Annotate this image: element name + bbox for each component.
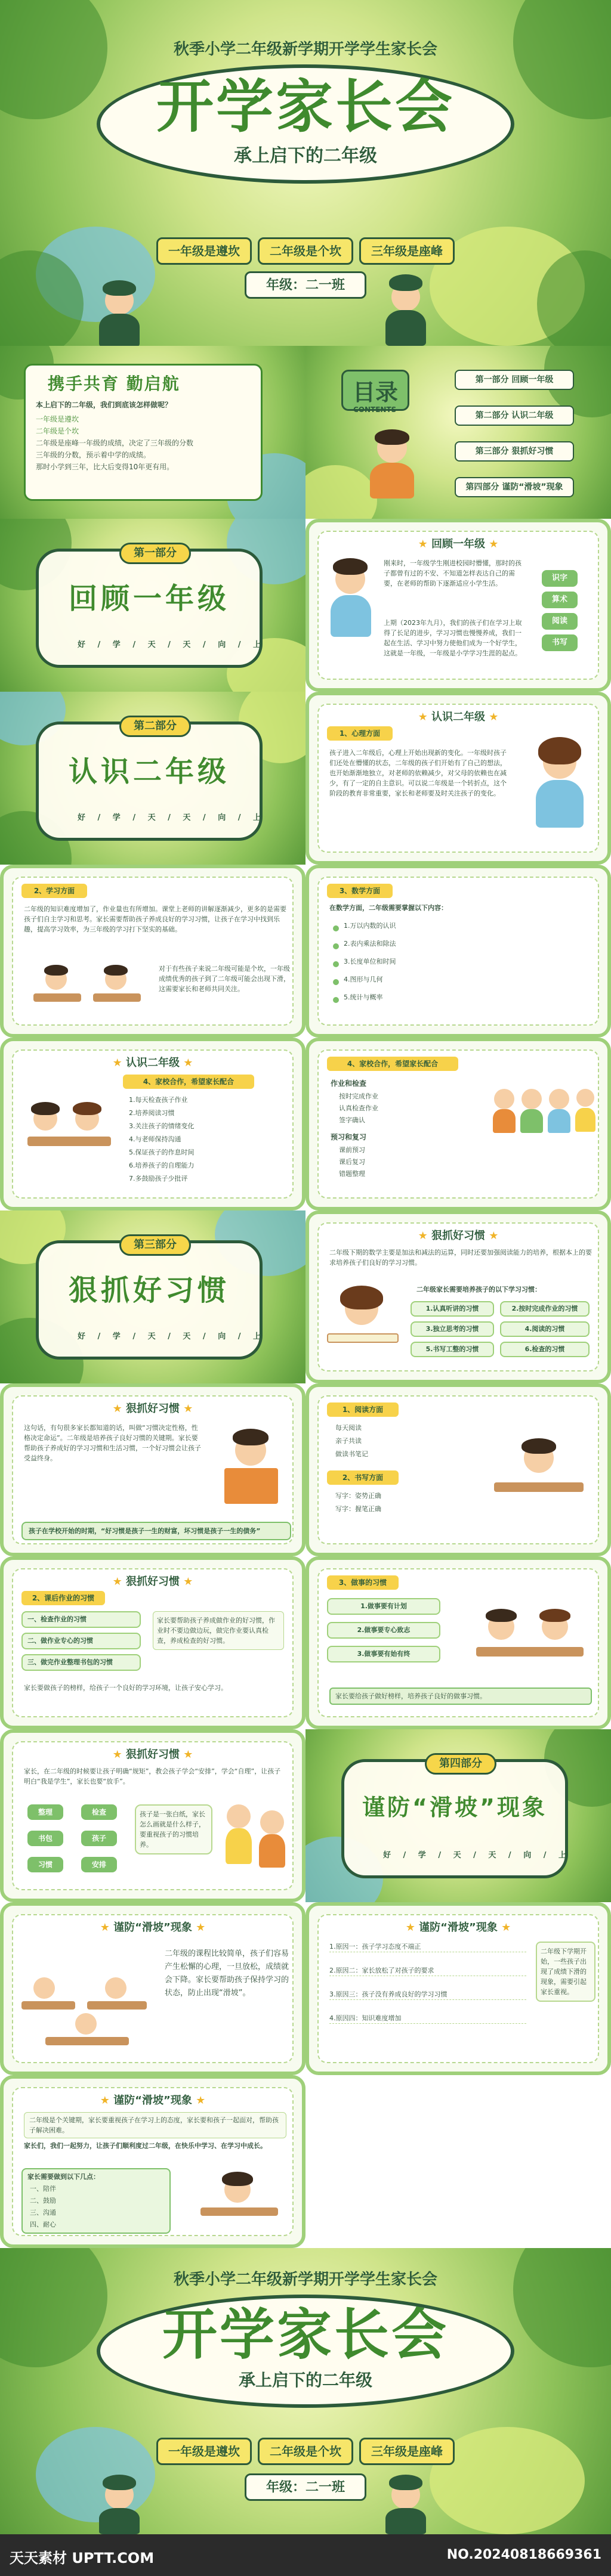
habit4-slide [0, 1556, 306, 1729]
habit1-item-5: 5.书写工整的习惯 [411, 1342, 494, 1357]
habit1-item-2: 2.按时完成作业的习惯 [500, 1301, 590, 1317]
review-p2: 上期（2023年九月），我们的孩子们在学习上取得了长足的进步，学习习惯也慢慢养成，我们一起在生活、学习中努力使他们成为一个好学生，这就是一年级，一年级是小学学习生涯的起点。 [384, 619, 522, 658]
part4-title: 谨防“滑坡”现象 [362, 1794, 547, 1820]
review-side-1: 识字 [542, 570, 578, 587]
know3-item-4: 4.图形与几何 [344, 976, 383, 983]
slide3-header: ★ 谨防“滑坡”现象 ★ [100, 2094, 206, 2107]
habit1-text: 二年级下期的数学主要是加法和减法的运算，同时还要加强阅读能力的培养，根据本上的要求培养孩子们良好的学习习惯。 [329, 1249, 592, 1267]
review-p1: 刚来时，一年级学生刚进校园时懵懂，那时的孩子都曾有过的不安、不知道怎样表达自己的需要，在老师的帮助下逐渐适应小学生活。 [384, 559, 521, 588]
know1-girl [530, 737, 590, 838]
habit1-header: ★ 狠抓好习惯 ★ [418, 1230, 499, 1242]
closing-pill-3: 三年级是座峰 [359, 2438, 455, 2465]
part1-title: 回顾一年级 [68, 582, 230, 615]
know2-section: 2、学习方面 [21, 884, 87, 898]
toc-item-3[interactable]: 第三部分 狠抓好习惯 [455, 441, 574, 462]
habit3-kid-writing [488, 1423, 590, 1524]
closing-school: 秋季小学二年级新学期开学学生家长会 [173, 2271, 437, 2289]
know4-item-1: 1.每天检查孩子作业 [129, 1096, 188, 1104]
know5-group2-item1: 课前预习 [339, 1146, 365, 1154]
toc-title: 目录 [341, 370, 409, 411]
review-side-4: 书写 [542, 634, 578, 651]
slide1-slide [0, 1902, 306, 2075]
know5-section: 4、家校合作，希望家长配合 [327, 1057, 458, 1071]
part4-label: 第四部分 [425, 1753, 496, 1775]
slide3-box-item-1: 一、陪伴 [30, 2185, 56, 2193]
review-side-3: 阅读 [542, 613, 578, 630]
slide3-box-item-4: 四、耐心 [30, 2221, 56, 2228]
toc-item-1[interactable]: 第一部分 回顾一年级 [455, 370, 574, 390]
part1-slide [0, 519, 306, 692]
habit3-item-1: 每天阅读 [335, 1424, 362, 1432]
slide1-text: 二年级的课程比较简单，孩子们容易产生松懈的心理，一旦放松，成绩就会下降。家长要帮助孩子保持学习的状态，防止出现“滑坡”。 [165, 1949, 289, 1998]
know2-text2: 对于有些孩子来说二年级可能是个坎，一年级成绩优秀的孩子到了二年级可能会出现下滑，这需要家长和老师共同关注。 [159, 965, 290, 993]
habit3-item-2: 亲子共读 [335, 1437, 362, 1445]
habit6-flow-1: 整理 [27, 1804, 63, 1820]
pill-2: 二年级是个坎 [258, 237, 353, 265]
know3-text: 在数学方面，二年级需要掌握以下内容： [329, 904, 448, 912]
slide2-header: ★ 谨防“滑坡”现象 ★ [405, 1921, 511, 1934]
closing-class-label: 年级：二一班 [245, 2473, 366, 2501]
student-illustration-left [95, 280, 143, 346]
know3-item-3: 3.长度单位和时间 [344, 958, 396, 965]
habit1-girl-reading [327, 1286, 399, 1363]
part2-slide [0, 692, 306, 865]
watermark-right: NO.20240818669361 [446, 2547, 601, 2562]
habit2-text: 这句话，有句很多家长都知道的话，叫做“习惯决定性格，性格决定命运”。二年级是培养孩子良好习惯的关键期。家长要帮助孩子养成好的学习习惯和生活习惯，一个好习惯会让孩子受益终身。 [24, 1424, 201, 1463]
know5-group2-item3: 错题整理 [339, 1170, 365, 1178]
closing-pill-2: 二年级是个坎 [258, 2438, 353, 2465]
toc-kid-illustration [365, 429, 419, 501]
intro-line-2: 一年级是遵坎 [36, 415, 79, 423]
part1-label: 第一部分 [119, 543, 191, 564]
habit1-sub: 二年级家长需要培养孩子的以下学习习惯： [416, 1286, 541, 1293]
student-illustration-right [382, 274, 430, 346]
know4-slide [0, 1038, 306, 1210]
school-title: 秋季小学二年级新学期开学学生家长会 [173, 41, 437, 58]
watermark-left: 天天素材 UPTT.COM [10, 2550, 155, 2566]
know4-illustration [21, 1083, 117, 1172]
habit4-left-1: 一、检查作业的习惯 [21, 1611, 141, 1628]
closing-title: 开学家长会 [162, 2303, 449, 2367]
know4-header: ★ 认识二年级 ★ [112, 1057, 193, 1069]
habit4-left-3: 三、做完作业整理书包的习惯 [21, 1654, 141, 1671]
know4-item-7: 7.多鼓励孩子少批评 [129, 1175, 188, 1182]
slide3-mid: 家长们，我们一起努力，让孩子们顺利度过二年级，在快乐中学习、在学习中成长。 [24, 2142, 267, 2150]
slide3-box-title: 家长需要做到以下几点： [27, 2173, 100, 2181]
review-header: ★ 回顾一年级 ★ [418, 538, 499, 550]
habit6-flow-5: 习惯 [27, 1857, 63, 1872]
know4-item-2: 2.培养阅读习惯 [129, 1109, 175, 1117]
slide2-item-4: 4.原因四：知识难度增加 [329, 2013, 526, 2024]
habit5-note: 家长要给孩子做好榜样，培养孩子良好的做事习惯。 [329, 1688, 592, 1705]
slide2-item-3: 3.原因三：孩子没有养成良好的学习习惯 [329, 1989, 526, 2000]
habit2-header: ★ 狠抓好习惯 ★ [112, 1402, 193, 1415]
review-kid [327, 558, 375, 648]
habit5-slide [306, 1556, 611, 1729]
know5-group1-item1: 按时完成作业 [339, 1092, 378, 1100]
part3-dots: 好 / 学 / 天 / 天 / 向 / 上 [78, 1332, 266, 1341]
intro-slide [0, 346, 306, 519]
habit6-flow-6: 安排 [81, 1857, 117, 1872]
know2-text: 二年级的知识难度增加了，作业量也有所增加。课堂上老师的讲解逐渐减少，更多的是需要孩子们自主学习和思考。家长需要帮助孩子养成良好的学习习惯，让孩子在学习中找到乐趣，提高学习效率，为三年级的学习打下坚实的基础。 [24, 905, 286, 934]
subtitle: 承上启下的二年级 [234, 145, 377, 166]
habit6-kids [224, 1798, 290, 1876]
review-slide [306, 519, 611, 692]
know3-slide [306, 865, 611, 1038]
toc-item-2[interactable]: 第二部分 认识二年级 [455, 405, 574, 426]
slide3-box-item-2: 二、鼓励 [30, 2197, 56, 2205]
slide2-slide [306, 1902, 611, 2075]
habit6-slide [0, 1729, 306, 1902]
slide3-slide [0, 2075, 306, 2248]
habit1-slide [306, 1210, 611, 1383]
habit4-header: ★ 狠抓好习惯 ★ [112, 1575, 193, 1588]
habit4-section: 2、课后作业的习惯 [21, 1591, 105, 1605]
toc-slide [306, 346, 611, 519]
habit4-right: 家长要帮助孩子养成做作业的好习惯，作业时不要边做边玩，做完作业要认真检查，养成检查的好习惯。 [153, 1611, 284, 1650]
habit1-item-1: 1.认真听讲的习惯 [411, 1301, 494, 1317]
habit1-item-4: 4.阅读的习惯 [500, 1321, 590, 1337]
know4-item-5: 5.保证孩子的作息时间 [129, 1148, 195, 1156]
closing-slide [0, 2248, 611, 2534]
slide1-classroom [21, 1948, 153, 2055]
habit1-item-6: 6.检查的习惯 [500, 1342, 590, 1357]
habit5-item-1: 1.做事要有计划 [327, 1598, 440, 1615]
part2-dots: 好 / 学 / 天 / 天 / 向 / 上 [78, 813, 266, 822]
habit2-quote: 孩子在学校开始的时期，“好习惯是孩子一生的财富，坏习惯是孩子一生的债务” [21, 1522, 291, 1540]
habit5-section: 3、做事的习惯 [327, 1575, 399, 1590]
know5-group1-item2: 认真检查作业 [339, 1104, 378, 1112]
intro-title: 携手共育 勤启航 [48, 374, 180, 394]
part2-title: 认识二年级 [68, 755, 230, 788]
know3-item-1: 1.万以内数的认识 [344, 922, 396, 930]
habit6-flow-3: 书包 [27, 1831, 63, 1846]
know4-section: 4、家校合作，希望家长配合 [123, 1075, 254, 1089]
know5-group1-item3: 签字确认 [339, 1116, 365, 1124]
slide3-top: 二年级是个关键期，家长要重视孩子在学习上的态度，家长要和孩子一起面对，帮助孩子解决困难。 [24, 2112, 286, 2138]
part4-dots: 好 / 学 / 天 / 天 / 向 / 上 [383, 1851, 571, 1860]
slide3-box-item-3: 三、沟通 [30, 2209, 56, 2216]
watermark-footer [0, 2534, 611, 2576]
slide1-header: ★ 谨防“滑坡”现象 ★ [100, 1921, 206, 1934]
habit5-kids [470, 1590, 590, 1679]
pill-3: 三年级是座峰 [359, 237, 455, 265]
habit3-slide [306, 1383, 611, 1556]
habit5-item-3: 3.做事要有始有终 [327, 1646, 440, 1662]
closing-student-right [382, 2475, 430, 2534]
part3-label: 第三部分 [119, 1234, 191, 1256]
habit3-item-3: 做读书笔记 [335, 1450, 368, 1458]
closing-pill-1: 一年级是遵坎 [156, 2438, 252, 2465]
part1-dots: 好 / 学 / 天 / 天 / 向 / 上 [78, 640, 266, 649]
know1-text: 孩子进入二年级后，心理上开始出现新的变化。一年级时孩子们还处在懵懂的状态，二年级的孩子们开始有了自己的想法，也开始渐渐地独立，对老师的依赖减少，对父母的依赖也在减少，有了一定的自主意识。可以说二年级是一个转折点，这个阶段的教育非常重要，家长和老师要及时关注孩子的变化。 [329, 749, 507, 798]
title-oval [97, 64, 514, 184]
closing-subtitle: 承上启下的二年级 [238, 2370, 372, 2390]
habit2-slide [0, 1383, 306, 1556]
habit4-note: 家长要做孩子的榜样，给孩子一个良好的学习环境，让孩子安心学习。 [24, 1684, 227, 1692]
toc-item-4[interactable]: 第四部分 谨防“滑坡”现象 [455, 477, 574, 497]
know1-slide [306, 692, 611, 865]
know5-kids [488, 1077, 595, 1137]
know4-item-3: 3.关注孩子的情绪变化 [129, 1122, 195, 1130]
part3-title: 狠抓好习惯 [68, 1274, 230, 1307]
closing-student-left [95, 2475, 143, 2534]
slide2-item-2: 2.原因二：家长放松了对孩子的要求 [329, 1965, 526, 1976]
intro-line-4: 二年级是座峰一年级的成绩，决定了三年级的分数 [36, 439, 194, 447]
habit5-item-2: 2.做事要专心致志 [327, 1622, 440, 1639]
know5-group2-item2: 课后复习 [339, 1158, 365, 1166]
know5-group1-title: 作业和检查 [331, 1079, 367, 1088]
slide3-kid-desk [195, 2168, 284, 2234]
know4-item-4: 4.与老师保持沟通 [129, 1135, 181, 1143]
part2-label: 第二部分 [119, 716, 191, 737]
habit6-flow-2: 检查 [81, 1804, 117, 1820]
habit6-header: ★ 狠抓好习惯 ★ [112, 1748, 193, 1761]
class-label: 年级：二一班 [245, 271, 366, 299]
intro-line-5: 三年级的分数，预示着中学的成绩。 [36, 451, 151, 459]
review-side-2: 算术 [542, 592, 578, 608]
slide2-item-1: 1.原因一：孩子学习态度不端正 [329, 1942, 526, 1952]
know3-item-5: 5.统计与概率 [344, 993, 383, 1001]
habit3-section2: 2、书写方面 [327, 1470, 399, 1485]
cover-slide [0, 0, 611, 346]
intro-line-6: 那时小学到三年，比大后变得10年更有用。 [36, 463, 174, 471]
pill-1: 一年级是遵坎 [156, 237, 252, 265]
habit3-item2-2: 写字：握笔正确 [335, 1505, 381, 1513]
know3-section: 3、数学方面 [327, 884, 393, 898]
main-title: 开学家长会 [156, 73, 455, 140]
know5-group2-title: 预习和复习 [331, 1133, 367, 1141]
slide2-right: 二年级下学期开始，一些孩子出现了成绩下滑的现象，需要引起家长重视。 [536, 1942, 595, 2002]
know4-item-6: 6.培养孩子的自理能力 [129, 1162, 195, 1169]
know1-section: 1、心理方面 [327, 726, 393, 741]
know2-slide [0, 865, 306, 1038]
habit6-bubble: 孩子是一张白纸，家长怎么画就是什么样子，要重视孩子的习惯培养。 [135, 1804, 212, 1854]
know2-classroom [27, 958, 147, 1023]
habit4-left-2: 二、做作业专心的习惯 [21, 1633, 141, 1649]
habit1-item-3: 3.独立思考的习惯 [411, 1321, 494, 1337]
habit3-item2-1: 写字：姿势正确 [335, 1492, 381, 1500]
part4-slide [306, 1729, 611, 1902]
know1-header: ★ 认识二年级 ★ [418, 711, 499, 723]
habit2-kid-books [218, 1429, 284, 1518]
part3-slide [0, 1210, 306, 1383]
habit6-flow-4: 孩子 [81, 1831, 117, 1846]
toc-sub: CONTENTS [353, 405, 397, 414]
habit3-section: 1、阅读方面 [327, 1402, 399, 1417]
intro-line-1: 本上启下的二年级，我们到底该怎样做呢？ [36, 401, 172, 409]
habit6-text: 家长，在二年级的时候要让孩子明确“规矩”，教会孩子学会“安排”，学会“自理”，让孩子明白“我是学生”，家长也要“放手”。 [24, 1767, 281, 1786]
intro-line-3: 二年级是个坎 [36, 427, 79, 435]
know5-slide [306, 1038, 611, 1210]
closing-oval [97, 2295, 514, 2408]
know3-item-2: 2.表内乘法和除法 [344, 940, 396, 948]
